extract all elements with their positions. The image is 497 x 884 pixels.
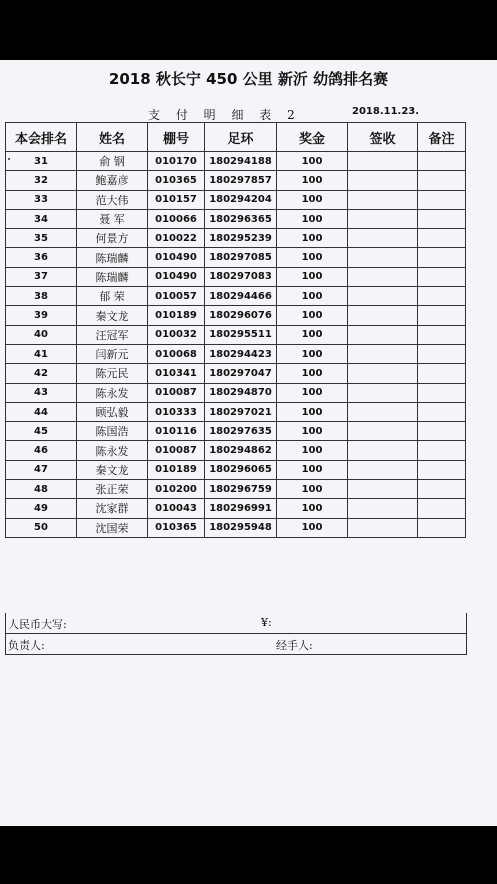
prize-cell: 100: [277, 441, 348, 460]
table-row: [6, 248, 466, 267]
table-row: [6, 190, 466, 209]
table-row: [6, 422, 466, 441]
rank-cell: 48: [6, 480, 77, 499]
table-row: [6, 209, 466, 228]
notes-cell: [418, 518, 466, 537]
ring-cell: 180297083: [205, 267, 277, 286]
handler-label: 经手人:: [276, 639, 313, 652]
ring-cell: 180296065: [205, 460, 277, 479]
signature-cell: [348, 344, 418, 363]
ring-cell: 180297085: [205, 248, 277, 267]
signature-cell: [348, 229, 418, 248]
rank-cell: 47: [6, 460, 77, 479]
table-header-row: [6, 123, 466, 152]
ring-cell: 180294423: [205, 344, 277, 363]
loft-cell: 010333: [148, 402, 205, 421]
rank-cell: 40: [6, 325, 77, 344]
name-cell: 郁 荣: [77, 287, 148, 306]
prize-cell: 100: [277, 402, 348, 421]
ring-cell: 180295239: [205, 229, 277, 248]
loft-cell: 010116: [148, 422, 205, 441]
signature-cell: [348, 422, 418, 441]
signature-cell: [348, 171, 418, 190]
name-cell: 陈瑞麟: [77, 267, 148, 286]
prize-cell: 100: [277, 499, 348, 518]
loft-cell: 010087: [148, 441, 205, 460]
rank-cell: 41: [6, 344, 77, 363]
column-header-ring: 足环: [205, 123, 277, 152]
table-row: [6, 364, 466, 383]
signature-cell: [348, 402, 418, 421]
loft-cell: 010022: [148, 229, 205, 248]
document-subtitle: 支 付 明 细 表 2: [148, 108, 301, 122]
column-header-prize: 奖金: [277, 123, 348, 152]
rank-cell: 32: [6, 171, 77, 190]
rank-cell: 50: [6, 518, 77, 537]
notes-cell: [418, 402, 466, 421]
document-date: 2018.11.23.: [352, 106, 420, 117]
signature-cell: [348, 190, 418, 209]
notes-cell: [418, 267, 466, 286]
prize-cell: 100: [277, 267, 348, 286]
signature-cell: [348, 499, 418, 518]
notes-cell: [418, 460, 466, 479]
loft-cell: 010189: [148, 460, 205, 479]
ring-cell: 180294188: [205, 152, 277, 171]
prize-cell: 100: [277, 229, 348, 248]
notes-cell: [418, 480, 466, 499]
footer-amount-row: [5, 613, 467, 634]
notes-cell: [418, 229, 466, 248]
prize-cell: 100: [277, 364, 348, 383]
rank-cell: 44: [6, 402, 77, 421]
prize-cell: 100: [277, 460, 348, 479]
loft-cell: 010068: [148, 344, 205, 363]
column-header-name: 姓名: [77, 123, 148, 152]
table-row: [6, 287, 466, 306]
prize-cell: 100: [277, 325, 348, 344]
ring-cell: 180294466: [205, 287, 277, 306]
name-cell: 秦文龙: [77, 460, 148, 479]
name-cell: 聂 军: [77, 209, 148, 228]
name-cell: 张正荣: [77, 480, 148, 499]
loft-cell: 010032: [148, 325, 205, 344]
table-row: [6, 460, 466, 479]
prize-cell: 100: [277, 190, 348, 209]
ring-cell: 180295511: [205, 325, 277, 344]
table-row: [6, 480, 466, 499]
column-header-signature: 签收: [348, 123, 418, 152]
ring-cell: 180296076: [205, 306, 277, 325]
ring-cell: 180296365: [205, 209, 277, 228]
yen-label: ¥:: [261, 616, 272, 629]
ring-cell: 180297635: [205, 422, 277, 441]
loft-cell: 010170: [148, 152, 205, 171]
name-cell: 顾弘毅: [77, 402, 148, 421]
name-cell: 汪冠军: [77, 325, 148, 344]
name-cell: 范大伟: [77, 190, 148, 209]
table-row: [6, 383, 466, 402]
loft-cell: 010490: [148, 267, 205, 286]
rank-cell: 42: [6, 364, 77, 383]
table-row: [6, 518, 466, 537]
loft-cell: 010066: [148, 209, 205, 228]
signature-cell: [348, 306, 418, 325]
rank-cell: 34: [6, 209, 77, 228]
signature-cell: [348, 460, 418, 479]
signature-cell: [348, 518, 418, 537]
rank-cell: 45: [6, 422, 77, 441]
ring-cell: 180297021: [205, 402, 277, 421]
signature-cell: [348, 383, 418, 402]
loft-cell: 010365: [148, 171, 205, 190]
rank-cell: 33: [6, 190, 77, 209]
prize-cell: 100: [277, 287, 348, 306]
name-cell: 秦文龙: [77, 306, 148, 325]
name-cell: 何景方: [77, 229, 148, 248]
signature-cell: [348, 209, 418, 228]
prize-cell: 100: [277, 344, 348, 363]
prize-cell: 100: [277, 152, 348, 171]
loft-cell: 010200: [148, 480, 205, 499]
rank-cell: 49: [6, 499, 77, 518]
table-row: [6, 152, 466, 171]
notes-cell: [418, 306, 466, 325]
column-header-rank: 本会排名: [6, 123, 77, 152]
prize-cell: 100: [277, 171, 348, 190]
signature-cell: [348, 267, 418, 286]
table-row: [6, 499, 466, 518]
column-header-notes: 备注: [418, 123, 466, 152]
notes-cell: [418, 248, 466, 267]
rmb-label: 人民币大写:: [8, 618, 67, 631]
notes-cell: [418, 441, 466, 460]
ring-cell: 180294204: [205, 190, 277, 209]
signature-cell: [348, 287, 418, 306]
signature-cell: [348, 480, 418, 499]
rank-cell: 37: [6, 267, 77, 286]
ring-cell: 180297047: [205, 364, 277, 383]
loft-cell: 010341: [148, 364, 205, 383]
ring-cell: 180297857: [205, 171, 277, 190]
notes-cell: [418, 171, 466, 190]
loft-cell: 010057: [148, 287, 205, 306]
prize-cell: 100: [277, 306, 348, 325]
name-cell: 陈国浩: [77, 422, 148, 441]
ring-cell: 180295948: [205, 518, 277, 537]
prize-cell: 100: [277, 480, 348, 499]
notes-cell: [418, 383, 466, 402]
name-cell: 沈国荣: [77, 518, 148, 537]
ring-cell: 180294862: [205, 441, 277, 460]
name-cell: 沈家群: [77, 499, 148, 518]
signature-cell: [348, 248, 418, 267]
notes-cell: [418, 287, 466, 306]
ring-cell: 180296991: [205, 499, 277, 518]
rank-cell: 36: [6, 248, 77, 267]
table-row: [6, 325, 466, 344]
loft-cell: 010490: [148, 248, 205, 267]
notes-cell: [418, 422, 466, 441]
document-title: 2018 秋长宁 450 公里 新沂 幼鸽排名赛: [108, 70, 389, 88]
prize-cell: 100: [277, 518, 348, 537]
table-row: [6, 171, 466, 190]
table-row: [6, 441, 466, 460]
column-header-loft: 棚号: [148, 123, 205, 152]
table-row: [6, 306, 466, 325]
loft-cell: 010043: [148, 499, 205, 518]
table-row: [6, 344, 466, 363]
rank-cell: 38: [6, 287, 77, 306]
ring-cell: 180294870: [205, 383, 277, 402]
ring-cell: 180296759: [205, 480, 277, 499]
rank-cell: 43: [6, 383, 77, 402]
loft-cell: 010157: [148, 190, 205, 209]
name-cell: 闫新元: [77, 344, 148, 363]
signature-cell: [348, 441, 418, 460]
signature-cell: [348, 325, 418, 344]
rank-cell: 46: [6, 441, 77, 460]
prize-cell: 100: [277, 422, 348, 441]
name-cell: 俞 钢: [77, 152, 148, 171]
notes-cell: [418, 499, 466, 518]
prize-cell: 100: [277, 383, 348, 402]
notes-cell: [418, 209, 466, 228]
signature-cell: [348, 152, 418, 171]
signature-cell: [348, 364, 418, 383]
rank-cell: 35: [6, 229, 77, 248]
loft-cell: 010087: [148, 383, 205, 402]
name-cell: 陈永发: [77, 383, 148, 402]
notes-cell: [418, 344, 466, 363]
prize-cell: 100: [277, 248, 348, 267]
table-row: [6, 402, 466, 421]
rank-cell: 31: [6, 152, 77, 171]
name-cell: 陈永发: [77, 441, 148, 460]
footer-signoff-row: [5, 634, 467, 655]
payment-table: [5, 122, 466, 538]
responsible-label: 负责人:: [8, 639, 45, 652]
loft-cell: 010189: [148, 306, 205, 325]
rank-cell: 39: [6, 306, 77, 325]
name-cell: 陈元民: [77, 364, 148, 383]
notes-cell: [418, 364, 466, 383]
prize-cell: 100: [277, 209, 348, 228]
table-row: [6, 267, 466, 286]
name-cell: 陈瑞麟: [77, 248, 148, 267]
table-row: [6, 229, 466, 248]
loft-cell: 010365: [148, 518, 205, 537]
notes-cell: [418, 325, 466, 344]
notes-cell: [418, 152, 466, 171]
name-cell: 鲍嘉彦: [77, 171, 148, 190]
notes-cell: [418, 190, 466, 209]
